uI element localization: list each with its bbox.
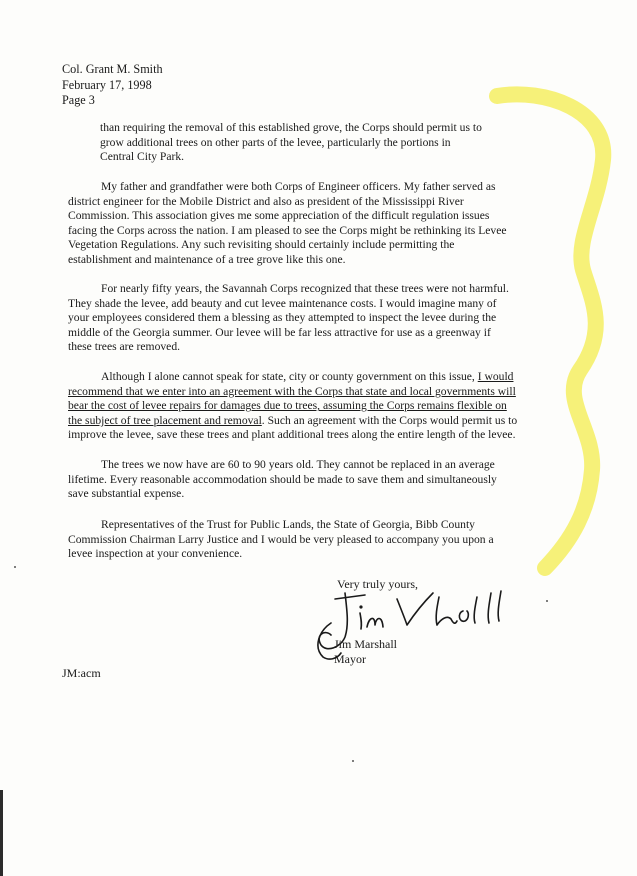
closing-salutation: Very truly yours, bbox=[337, 577, 418, 591]
text-segment: . Such an agreement with the Corps would permit us to bbox=[261, 413, 518, 427]
text-line: Commission. This association gives me some appreciation of the difficult regulation issues bbox=[68, 209, 490, 223]
scan-speck bbox=[352, 760, 354, 762]
text-line: They shade the levee, add beauty and cut levee maintenance costs. I would imagine many of bbox=[68, 296, 497, 310]
typist-initials: JM:acm bbox=[62, 666, 101, 680]
text-line: Vegetation Regulations. Any such revisiting should certainly include permitting the bbox=[68, 238, 455, 252]
text-segment: Although I alone cannot speak for state, city or county government on this issue, bbox=[101, 370, 478, 383]
signature-block bbox=[334, 637, 397, 667]
text-line: middle of the Georgia summer. Our levee will be far less attractive for use as a greenway if bbox=[68, 325, 491, 339]
scan-speck bbox=[546, 600, 548, 602]
text-line: lifetime. Every reasonable accommodation should be made to save them and simultaneously bbox=[68, 472, 497, 486]
paragraph-3 bbox=[68, 282, 558, 355]
text-line: improve the levee, save these trees and plant additional trees along the entire length of the levee. bbox=[68, 428, 516, 442]
paragraph-2 bbox=[68, 180, 558, 268]
text-line: these trees are removed. bbox=[68, 340, 181, 354]
paragraph-4 bbox=[68, 370, 558, 443]
text-line: Central City Park. bbox=[100, 150, 185, 164]
text-line: My father and grandfather were both Corps of Engineer officers. My father served as bbox=[101, 180, 496, 193]
text-line: your employees considered them a blessing as they attempted to inspect the levee during the bbox=[68, 311, 497, 325]
letter-date: February 17, 1998 bbox=[62, 77, 152, 92]
text-line: For nearly fifty years, the Savannah Corps recognized that these trees were not harmful. bbox=[101, 282, 509, 295]
underlined-text: the subject of tree placement and removal bbox=[68, 413, 262, 427]
scan-speck bbox=[14, 566, 16, 568]
paragraph-1 bbox=[100, 121, 540, 165]
underlined-line: recommend that we enter into an agreement with the Corps that state and local governments will bbox=[68, 384, 516, 398]
text-line: save substantial expense. bbox=[68, 487, 185, 501]
text-line: than requiring the removal of this established grove, the Corps should permit us to bbox=[100, 121, 482, 134]
underlined-line: bear the cost of levee repairs for damages due to trees, assuming the Corps remains flexible on bbox=[68, 399, 507, 413]
text-line: Representatives of the Trust for Public Lands, the State of Georgia, Bibb County bbox=[101, 518, 475, 531]
page-number: Page 3 bbox=[62, 93, 95, 107]
text-line: establishment and maintenance of a tree grove like this one. bbox=[68, 252, 346, 266]
text-line: levee inspection at your convenience. bbox=[68, 547, 243, 561]
text-line: facing the Corps across the nation. I am pleased to see the Corps might be rethinking its Levee bbox=[68, 223, 507, 237]
signer-name: Jim Marshall bbox=[334, 637, 397, 651]
paragraph-5 bbox=[68, 458, 558, 502]
underlined-text: I would bbox=[477, 370, 514, 383]
text-line: The trees we now have are 60 to 90 years old. They cannot be replaced in an average bbox=[101, 458, 495, 471]
text-line: district engineer for the Mobile District and also as president of the Mississippi River bbox=[68, 194, 464, 208]
text-line: grow additional trees on other parts of the levee, particularly the portions in bbox=[100, 135, 451, 149]
recipient-name: Col. Grant M. Smith bbox=[62, 62, 163, 76]
letter-header bbox=[62, 62, 163, 109]
text-line: Commission Chairman Larry Justice and I would be very pleased to accompany you upon a bbox=[68, 532, 494, 546]
signer-title: Mayor bbox=[334, 652, 366, 666]
scan-edge bbox=[0, 790, 3, 876]
paragraph-6 bbox=[68, 518, 558, 562]
